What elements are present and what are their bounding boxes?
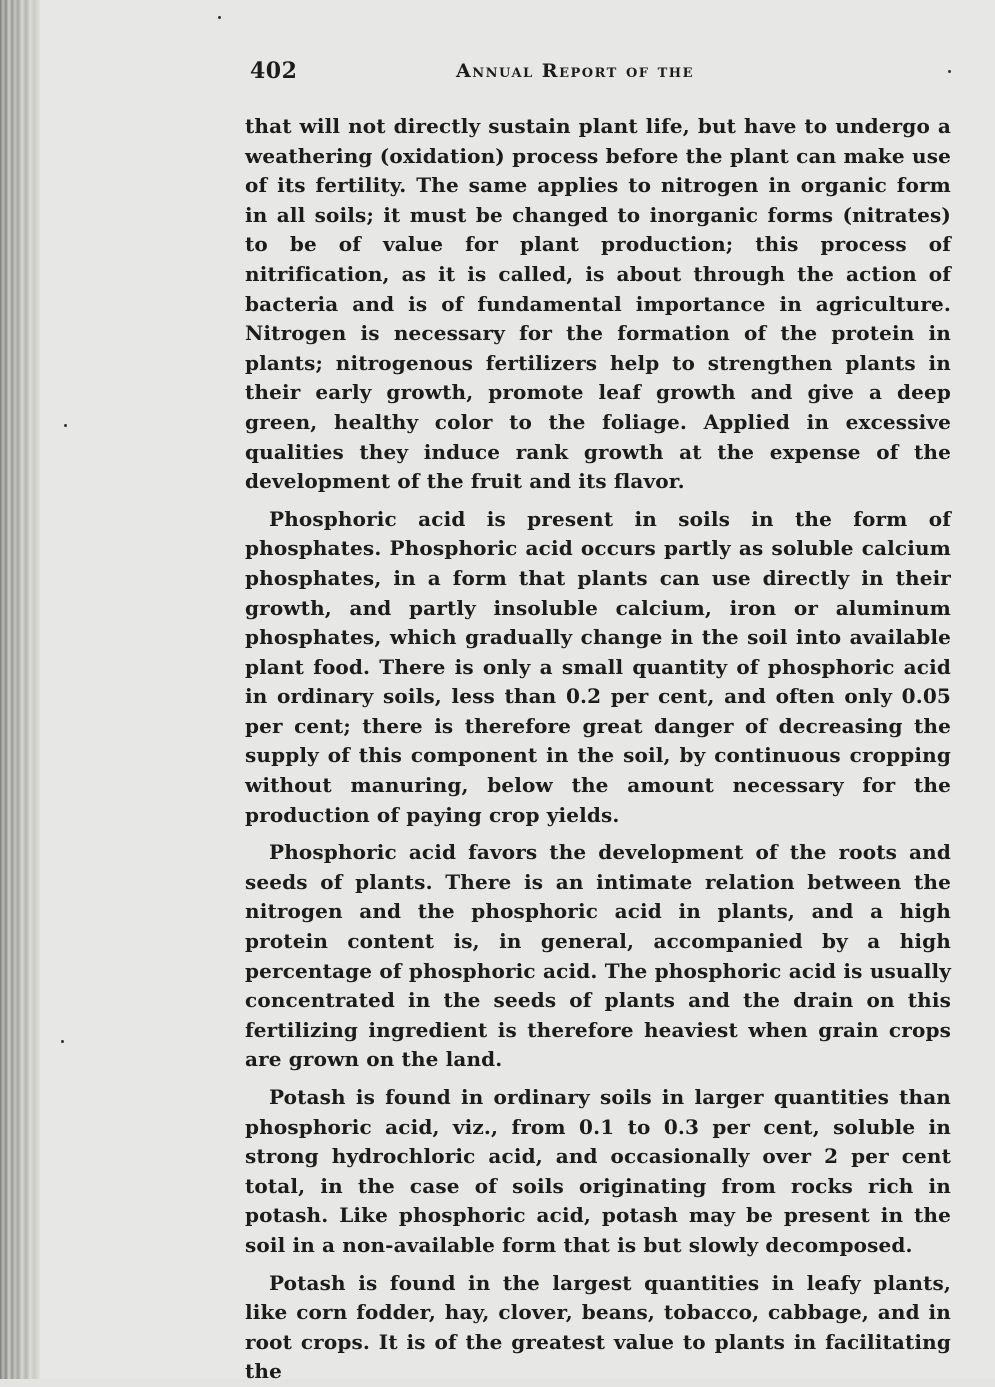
print-speck bbox=[61, 1040, 64, 1043]
paragraph-phosphoric-acid-roots-seeds: Phosphoric acid favors the development of the roots and seeds of plants. There is an intimate relation between the nitrogen and the phosphoric acid in plants, and a high protein content is, in general, accompanied by a high percentage of phosphoric acid. The phosphoric acid is usually concentrated in the seeds of plants and the drain on this fertilizing ingredient is therefore heaviest when grain crops are grown on the land. bbox=[245, 840, 951, 1072]
book-binding-gutter bbox=[0, 0, 40, 1379]
paragraph-potash-in-plants: Potash is found in the largest quantities in leafy plants, like corn fodder, hay, clover, beans, tobacco, cabbage, and in root crops. It is of the greatest value to plants in facilitating the bbox=[245, 1270, 951, 1384]
running-head bbox=[0, 58, 995, 88]
print-speck bbox=[64, 424, 67, 427]
print-speck bbox=[218, 16, 221, 19]
paragraph-phosphoric-acid-in-soils: Phosphoric acid is present in soils in the form of phosphates. Phosphoric acid occurs partly as soluble calcium phosphates, in a form that plants can use directly in their growth, and partly insoluble calcium, iron or aluminum phosphates, which gradually change in the soil into available plant food. There is only a small quantity of phosphoric acid in ordinary soils, less than 0.2 per cent, and often only 0.05 per cent; there is therefore great danger of decreasing the supply of this component in the soil, by continuous cropping without manuring, below the amount necessary for the production of paying crop yields. bbox=[245, 506, 951, 827]
body-text bbox=[245, 112, 951, 1387]
running-title: Annual Report of the bbox=[456, 60, 694, 82]
page-number: 402 bbox=[250, 58, 298, 84]
paragraph-nitrogen-continued: that will not directly sustain plant life, but have to undergo a weathering (oxidation) process before the plant can make use of its fertility. The same applies to nitrogen in organic form in all soils; it must be changed to inorganic forms (nitrates) to be of value for plant production; this process of nitrification, as it is called, is about through the action of bacteria and is of fundamental importance in agriculture. Nitrogen is necessary for the formation of the protein in plants; nitrogenous fertilizers help to strengthen plants in their early growth, promote leaf growth and give a deep green, healthy color to the foliage. Applied in excessive qualities they induce rank growth at the expense of the development of the fruit and its flavor. bbox=[245, 114, 951, 494]
paragraph-potash-in-soils: Potash is found in ordinary soils in larger quantities than phosphoric acid, viz., from 0.1 to 0.3 per cent, soluble in strong hydrochloric acid, and occasionally over 2 per cent total, in the case of soils originating from rocks rich in potash. Like phosphoric acid, potash may be present in the soil in a non-available form that is but slowly decomposed. bbox=[245, 1085, 951, 1257]
